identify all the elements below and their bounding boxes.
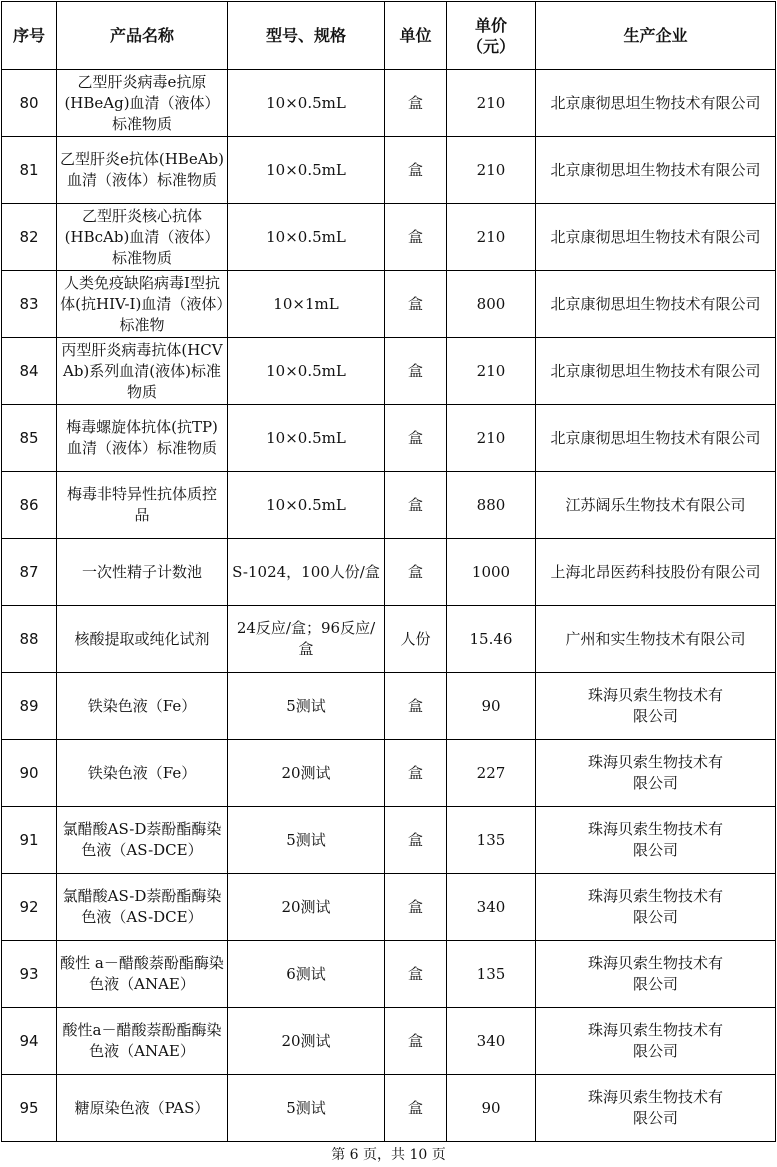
cell-price: 800 <box>447 271 536 338</box>
header-spec: 型号、规格 <box>228 2 385 70</box>
cell-company: 珠海贝索生物技术有 限公司 <box>536 1008 776 1075</box>
cell-unit: 盒 <box>385 941 447 1008</box>
header-price: 单价 （元） <box>447 2 536 70</box>
cell-unit: 盒 <box>385 874 447 941</box>
price-table <box>1 1 776 1142</box>
table-row <box>2 539 776 606</box>
cell-unit: 盒 <box>385 137 447 204</box>
table-row <box>2 1008 776 1075</box>
cell-spec: 10×0.5mL <box>228 405 385 472</box>
cell-product-name: 氯醋酸AS-D萘酚酯酶染色液（AS-DCE） <box>57 807 228 874</box>
cell-price: 90 <box>447 1075 536 1142</box>
cell-product-name: 铁染色液（Fe） <box>57 740 228 807</box>
cell-spec: 5测试 <box>228 807 385 874</box>
cell-unit: 盒 <box>385 807 447 874</box>
cell-company: 广州和实生物技术有限公司 <box>536 606 776 673</box>
cell-unit: 盒 <box>385 204 447 271</box>
cell-product-name: 铁染色液（Fe） <box>57 673 228 740</box>
cell-product-name: 糖原染色液（PAS） <box>57 1075 228 1142</box>
cell-seq: 82 <box>2 204 57 271</box>
table-row <box>2 941 776 1008</box>
cell-seq: 94 <box>2 1008 57 1075</box>
cell-seq: 90 <box>2 740 57 807</box>
cell-price: 227 <box>447 740 536 807</box>
cell-company: 北京康彻思坦生物技术有限公司 <box>536 204 776 271</box>
cell-spec: 10×0.5mL <box>228 204 385 271</box>
cell-price: 210 <box>447 405 536 472</box>
table-header <box>2 2 776 70</box>
cell-spec: 5测试 <box>228 1075 385 1142</box>
cell-company: 北京康彻思坦生物技术有限公司 <box>536 338 776 405</box>
table-row <box>2 137 776 204</box>
cell-company: 上海北昂医药科技股份有限公司 <box>536 539 776 606</box>
cell-company: 珠海贝索生物技术有 限公司 <box>536 874 776 941</box>
cell-company: 珠海贝索生物技术有 限公司 <box>536 941 776 1008</box>
cell-price: 210 <box>447 137 536 204</box>
cell-seq: 93 <box>2 941 57 1008</box>
cell-product-name: 梅毒非特异性抗体质控品 <box>57 472 228 539</box>
cell-company: 珠海贝索生物技术有 限公司 <box>536 807 776 874</box>
cell-unit: 盒 <box>385 405 447 472</box>
cell-spec: 10×0.5mL <box>228 472 385 539</box>
cell-price: 210 <box>447 204 536 271</box>
table-row <box>2 405 776 472</box>
cell-spec: 10×0.5mL <box>228 338 385 405</box>
cell-seq: 89 <box>2 673 57 740</box>
cell-unit: 盒 <box>385 472 447 539</box>
table-row <box>2 606 776 673</box>
cell-seq: 85 <box>2 405 57 472</box>
cell-spec: 10×1mL <box>228 271 385 338</box>
table-row <box>2 472 776 539</box>
cell-company: 北京康彻思坦生物技术有限公司 <box>536 271 776 338</box>
cell-product-name: 核酸提取或纯化试剂 <box>57 606 228 673</box>
table-row <box>2 740 776 807</box>
cell-unit: 盒 <box>385 1008 447 1075</box>
cell-spec: 6测试 <box>228 941 385 1008</box>
table-row <box>2 673 776 740</box>
cell-seq: 87 <box>2 539 57 606</box>
cell-company: 北京康彻思坦生物技术有限公司 <box>536 405 776 472</box>
cell-price: 880 <box>447 472 536 539</box>
cell-company: 珠海贝索生物技术有 限公司 <box>536 673 776 740</box>
cell-price: 340 <box>447 1008 536 1075</box>
cell-product-name: 丙型肝炎病毒抗体(HCV Ab)系列血清(液体)标准物质 <box>57 338 228 405</box>
table-row <box>2 204 776 271</box>
cell-company: 珠海贝索生物技术有 限公司 <box>536 1075 776 1142</box>
cell-seq: 80 <box>2 70 57 137</box>
cell-seq: 91 <box>2 807 57 874</box>
cell-spec: 20测试 <box>228 1008 385 1075</box>
cell-company: 珠海贝索生物技术有 限公司 <box>536 740 776 807</box>
cell-seq: 86 <box>2 472 57 539</box>
table-row <box>2 338 776 405</box>
cell-price: 15.46 <box>447 606 536 673</box>
cell-product-name: 人类免疫缺陷病毒Ⅰ型抗体(抗HIV-Ⅰ)血清（液体）标准物 <box>57 271 228 338</box>
cell-seq: 88 <box>2 606 57 673</box>
cell-price: 90 <box>447 673 536 740</box>
cell-unit: 盒 <box>385 1075 447 1142</box>
header-unit: 单位 <box>385 2 447 70</box>
cell-unit: 盒 <box>385 673 447 740</box>
header-row <box>2 2 776 70</box>
table-row <box>2 70 776 137</box>
cell-price: 135 <box>447 807 536 874</box>
cell-seq: 95 <box>2 1075 57 1142</box>
cell-seq: 83 <box>2 271 57 338</box>
cell-product-name: 氯醋酸AS-D萘酚酯酶染色液（AS-DCE） <box>57 874 228 941</box>
cell-unit: 盒 <box>385 70 447 137</box>
cell-company: 北京康彻思坦生物技术有限公司 <box>536 137 776 204</box>
cell-unit: 盒 <box>385 271 447 338</box>
header-seq: 序号 <box>2 2 57 70</box>
cell-price: 210 <box>447 70 536 137</box>
cell-seq: 84 <box>2 338 57 405</box>
cell-price: 135 <box>447 941 536 1008</box>
table-row <box>2 1075 776 1142</box>
cell-unit: 盒 <box>385 539 447 606</box>
cell-spec: 20测试 <box>228 874 385 941</box>
cell-spec: 5测试 <box>228 673 385 740</box>
cell-product-name: 酸性a－醋酸萘酚酯酶染色液（ANAE） <box>57 1008 228 1075</box>
header-name: 产品名称 <box>57 2 228 70</box>
table-body <box>2 70 776 1142</box>
cell-spec: 10×0.5mL <box>228 137 385 204</box>
cell-spec: 10×0.5mL <box>228 70 385 137</box>
cell-company: 江苏阔乐生物技术有限公司 <box>536 472 776 539</box>
cell-company: 北京康彻思坦生物技术有限公司 <box>536 70 776 137</box>
table-row <box>2 807 776 874</box>
cell-seq: 92 <box>2 874 57 941</box>
header-company: 生产企业 <box>536 2 776 70</box>
cell-product-name: 乙型肝炎核心抗体(HBcAb)血清（液体）标准物质 <box>57 204 228 271</box>
cell-price: 210 <box>447 338 536 405</box>
cell-unit: 盒 <box>385 740 447 807</box>
cell-price: 1000 <box>447 539 536 606</box>
cell-spec: 24反应/盒；96反应/盒 <box>228 606 385 673</box>
cell-product-name: 乙型肝炎病毒e抗原(HBeAg)血清（液体）标准物质 <box>57 70 228 137</box>
cell-spec: S-1024，100人份/盒 <box>228 539 385 606</box>
table-row <box>2 271 776 338</box>
cell-unit: 人份 <box>385 606 447 673</box>
cell-unit: 盒 <box>385 338 447 405</box>
cell-product-name: 乙型肝炎e抗体(HBeAb)血清（液体）标准物质 <box>57 137 228 204</box>
cell-spec: 20测试 <box>228 740 385 807</box>
cell-product-name: 一次性精子计数池 <box>57 539 228 606</box>
page-number: 第 6 页，共 10 页 <box>331 1147 446 1163</box>
cell-product-name: 梅毒螺旋体抗体(抗TP)血清（液体）标准物质 <box>57 405 228 472</box>
cell-seq: 81 <box>2 137 57 204</box>
table-row <box>2 874 776 941</box>
cell-price: 340 <box>447 874 536 941</box>
cell-product-name: 酸性 a－醋酸萘酚酯酶染色液（ANAE） <box>57 941 228 1008</box>
